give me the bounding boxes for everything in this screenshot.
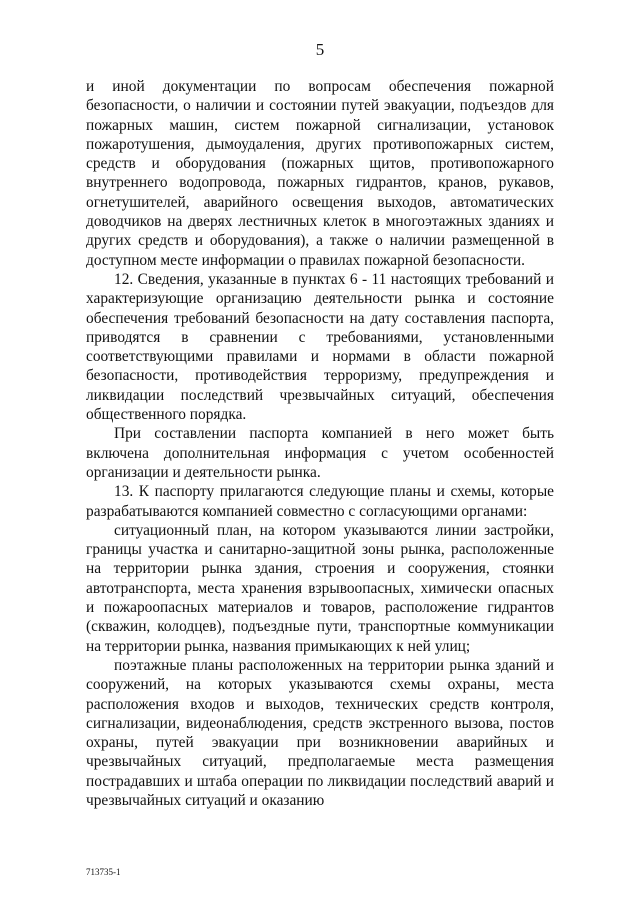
paragraph-2: 12. Сведения, указанные в пунктах 6 - 11 настоящих требований и характеризующие организацию деятельности рынка и состояние обеспечения требований безопасности на дату составления паспорта, приводятся в сравнении с требованиями, установленными соответствующими правилами и нормами в области пожарной безопасности, противодействия терроризму, предупреждения и ликвидации последствий чрезвычайных ситуаций, обеспечения общественного порядка.	[86, 270, 554, 424]
paragraph-1: и иной документации по вопросам обеспечения пожарной безопасности, о наличии и состоянии путей эвакуации, подъездов для пожарных машин, систем пожарной сигнализации, установок пожаротушения, дымоудаления, других противопожарных систем, средств и оборудования (пожарных щитов, противопожарного внутреннего водопровода, пожарных гидрантов, кранов, рукавов, огнетушителей, аварийного освещения выходов, автоматических доводчиков на дверях лестничных клеток в многоэтажных зданиях и других средств и оборудования), а также о наличии размещенной в доступном месте информации о правилах пожарной безопасности.	[86, 78, 554, 269]
paragraph-6: поэтажные планы расположенных на территории рынка зданий и сооружений, на которых указываются схемы охраны, места расположения входов и выходов, технических средств контроля, сигнализации, видеонаблюдения, средств экстренного вызова, постов охраны, путей эвакуации при возникновении аварийных и чрезвычайных ситуаций, предполагаемые места размещения пострадавших и штаба операции по ликвидации последствий аварий и чрезвычайных ситуаций и оказанию	[86, 656, 554, 809]
page-number: 5	[315, 40, 325, 59]
paragraph-3: При составлении паспорта компанией в него может быть включена дополнительная информация с учетом особенностей организации и деятельности рынка.	[86, 425, 554, 481]
document-body	[86, 77, 554, 810]
paragraph-4: 13. К паспорту прилагаются следующие планы и схемы, которые разрабатываются компанией совместно с согласующими органами:	[86, 483, 554, 520]
document-code: 713735-1	[86, 867, 121, 877]
paragraph-5: ситуационный план, на котором указываются линии застройки, границы участка и санитарно-защитной зоны рынка, расположенные на территории рынка здания, строения и сооружения, стоянки автотранспорта, места хранения взрывоопасных, химически опасных и пожароопасных материалов и товаров, расположение гидрантов (скважин, колодцев), подъездные пути, транспортные коммуникации на территории рынка, названия примыкающих к ней улиц;	[86, 521, 554, 655]
